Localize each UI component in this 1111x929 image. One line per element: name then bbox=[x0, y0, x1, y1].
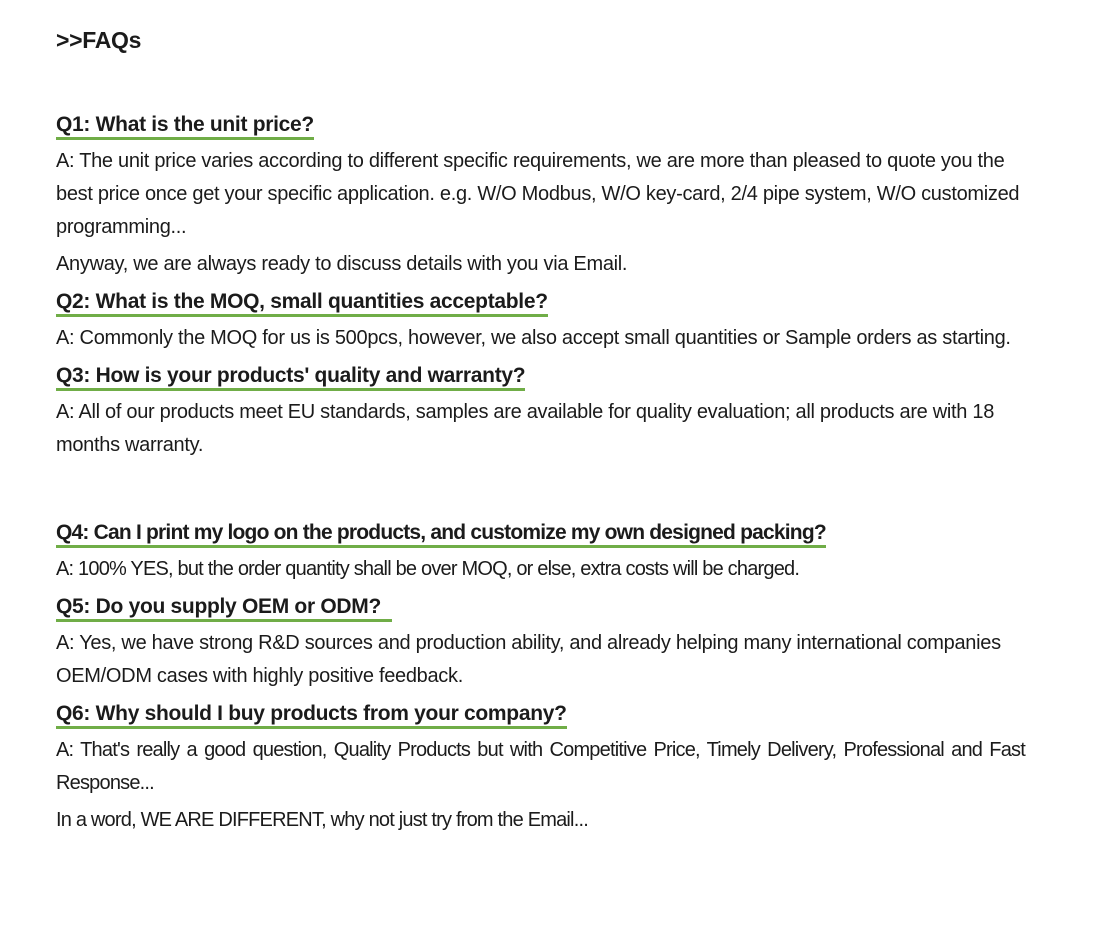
faq-answer: A: Yes, we have strong R&D sources and production ability, and already helping many international companies OEM/ODM cases with highly positive feedback. bbox=[56, 632, 1001, 687]
faq-question bbox=[56, 285, 1025, 318]
blank-spacer bbox=[56, 466, 1025, 512]
faq-item bbox=[56, 590, 1025, 693]
faq-answer: A: That's really a good question, Quality Products but with Competitive Price, Timely Delivery, Professional and Fast Response... bbox=[56, 739, 1025, 794]
faq-answer: A: Commonly the MOQ for us is 500pcs, however, we also accept small quantities or Sample orders as starting. bbox=[56, 327, 1011, 349]
faq-question bbox=[56, 590, 1025, 623]
faq-answer: A: All of our products meet EU standards, samples are available for quality evaluation; all products are with 18 months warranty. bbox=[56, 401, 995, 456]
faq-question-text: Q1: What is the unit price? bbox=[56, 113, 314, 140]
faq-question-text: Q6: Why should I buy products from your company? bbox=[56, 702, 567, 729]
faq-question-text: Q4: Can I print my logo on the products, and customize my own designed packing? bbox=[56, 521, 826, 548]
faq-question-text: Q5: Do you supply OEM or ODM? bbox=[56, 595, 392, 622]
page-title: >>FAQs bbox=[56, 27, 142, 53]
faq-question-text: Q2: What is the MOQ, small quantities acceptable? bbox=[56, 290, 548, 317]
faq-item bbox=[56, 516, 1025, 586]
faq-answer: A: The unit price varies according to different specific requirements, we are more than pleased to quote you the best price once get your specific application. e.g. W/O Modbus, W/O key-card, 2/4 pipe system, W/O customized programming... bbox=[56, 150, 1020, 238]
faq-question bbox=[56, 359, 1025, 392]
faq-question bbox=[56, 516, 1025, 549]
faq-question bbox=[56, 697, 1025, 730]
faq-answer: In a word, WE ARE DIFFERENT, why not just try from the Email... bbox=[56, 809, 588, 831]
faq-answer: Anyway, we are always ready to discuss details with you via Email. bbox=[56, 253, 628, 275]
faq-item bbox=[56, 359, 1025, 462]
faq-item bbox=[56, 285, 1025, 355]
faq-item bbox=[56, 108, 1025, 281]
faq-question bbox=[56, 108, 1025, 141]
faq-item bbox=[56, 697, 1025, 837]
faq-question-text: Q3: How is your products' quality and warranty? bbox=[56, 364, 525, 391]
faq-answer: A: 100% YES, but the order quantity shall be over MOQ, or else, extra costs will be charged. bbox=[56, 558, 800, 580]
